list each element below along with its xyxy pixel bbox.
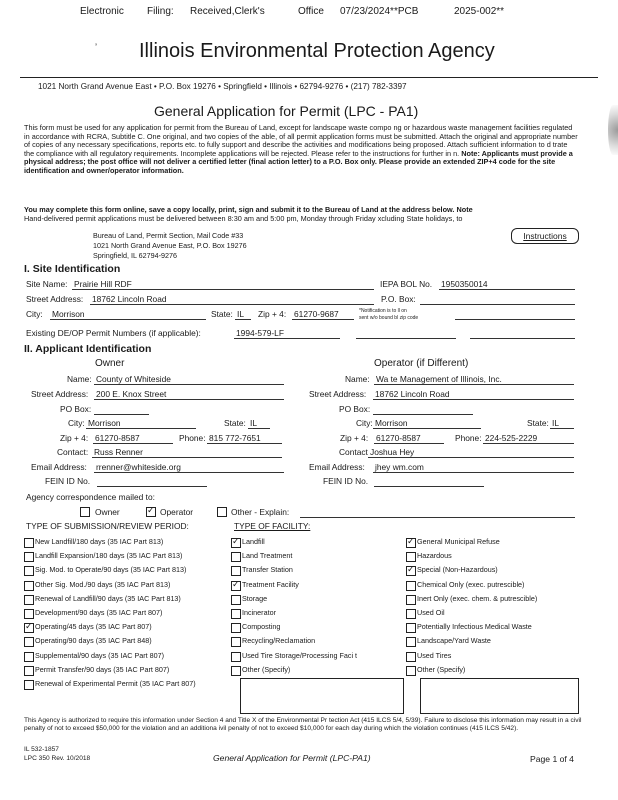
owner-contact-field[interactable]: Russ Renner [94, 447, 143, 457]
submission-type-checkbox[interactable] [24, 680, 34, 690]
owner-street-label: Street Address: [31, 389, 89, 399]
facility-type-label: Transfer Station [242, 565, 293, 575]
waste-type-checkbox[interactable] [406, 538, 416, 548]
waste-type-checkbox[interactable] [406, 666, 416, 676]
site-street-field[interactable]: 18762 Lincoln Road [92, 294, 167, 304]
operator-phone-label: Phone: [455, 433, 482, 443]
operator-column-header: Operator (if Different) [374, 358, 469, 369]
owner-city-label: City: [68, 418, 85, 428]
operator-email-label: Email Address: [309, 462, 365, 472]
facility-type-label: Used Tire Storage/Processing Faci t [242, 650, 358, 660]
stamp-label-office: Office [298, 6, 324, 17]
submission-type-label: Operating/45 days (35 IAC Part 807) [35, 622, 152, 632]
owner-name-field[interactable]: County of Whiteside [96, 374, 171, 384]
owner-name-label: Name: [67, 374, 92, 384]
operator-contact-label: Contact [339, 447, 368, 457]
site-zip-underline [292, 319, 354, 320]
operator-pobox-label: PO Box: [339, 404, 371, 414]
mail-line-3: Springfield, IL 62794-9276 [93, 251, 178, 260]
site-state-label: State: [211, 309, 233, 319]
intro-text: This form must be used for any application for permit from the Bureau of Land, except for landscape waste compo ng or hazardous waste management facilities regulated in accordance with RCRA, Subtitle C. One original, and two copies of the able, of all permit application forms must be submitted. Attach the original and appropriate number of copies of any necessary specifications, reports etc. to fully support and describe the activities and modifications being proposed. Attach sufficient information to d trate the compliance with all regulatory requirements. Incomplete applications will be rejected. Please refer to the instructions for further in n. [24, 124, 578, 158]
facility-type-checkbox[interactable] [231, 595, 241, 605]
owner-email-underline [94, 472, 284, 473]
operator-contact-underline [368, 457, 574, 458]
submission-type-checkbox[interactable] [24, 652, 34, 662]
waste-type-checkbox[interactable] [406, 566, 416, 576]
waste-type-label: Used Oil [417, 608, 445, 617]
stamp-label-received: Received,Clerk's [190, 6, 265, 17]
bol-underline [439, 289, 575, 290]
correspondence-other-label: Other - Explain: [231, 507, 290, 517]
facility-type-label: Incinerator [242, 608, 276, 617]
instructions-button-label: Instructions [523, 231, 567, 241]
owner-zip-field[interactable]: 61270-8587 [95, 433, 140, 443]
agency-address: 1021 North Grand Avenue East • P.O. Box 19276 • Springfield • Illinois • 62794-9276 • (217) 782-3397 [38, 82, 407, 91]
waste-other-specify-box[interactable] [420, 678, 579, 714]
site-street-underline [90, 304, 374, 305]
owner-street-field[interactable]: 200 E. Knox Street [96, 389, 167, 399]
operator-name-field[interactable]: Wa te Management of Illinois, Inc. [376, 374, 502, 384]
owner-name-underline [94, 384, 284, 385]
submission-type-label: Renewal of Experimental Permit (35 IAC Part 807) [35, 679, 196, 688]
site-name-underline [72, 289, 374, 290]
submission-type-checkbox[interactable] [24, 538, 34, 548]
header-rule [20, 77, 598, 78]
form-revision: LPC 350 Rev. 10/2018 [24, 755, 91, 762]
site-zip-field[interactable]: 61270-9687 [294, 309, 339, 319]
facility-type-label: Composting [242, 622, 281, 632]
submission-type-label: Renewal of Landfill/90 days (35 IAC Part 813) [35, 593, 181, 603]
operator-city-underline [373, 428, 481, 429]
facility-type-heading: TYPE OF FACILITY: [234, 521, 311, 531]
operator-name-label: Name: [345, 374, 370, 384]
stamp-date: 07/23/2024**PCB [340, 6, 419, 17]
facility-type-checkbox[interactable] [231, 538, 241, 548]
waste-type-checkbox[interactable] [406, 609, 416, 619]
site-street-label: Street Address: [26, 294, 84, 304]
deop-field-2[interactable] [356, 338, 456, 339]
scan-binding-shadow [608, 105, 618, 155]
legal-disclosure: This Agency is authorized to require this information under Section 4 and Title X of the Environmental Pr tection Act (415 ILCS 5/4, 5/39). Failure to disclose this information may result in a civil penalty of not to exceed $50,000 for the violation and an additiona ivil penalty of not to exceed $10,000 for each day during which the violation continues (415 ILCS 5/42). [24, 717, 582, 732]
facility-other-specify-box[interactable] [240, 678, 404, 714]
owner-city-underline [86, 428, 196, 429]
waste-type-label: Inert Only (exec. chem. & putrescible) [417, 593, 538, 603]
waste-type-checkbox[interactable] [406, 581, 416, 591]
operator-street-underline [373, 399, 574, 400]
owner-city-field[interactable]: Morrison [88, 418, 121, 428]
online-instructions: You may complete this form online, save a copy locally, print, sign and submit it to the Bureau of Land at the address below. Note [24, 205, 473, 214]
site-city-label: City: [26, 309, 43, 319]
footer-form-name: General Application for Permit (LPC-PA1) [213, 753, 371, 763]
deop-underline-1 [234, 338, 340, 339]
facility-type-checkbox[interactable] [231, 652, 241, 662]
site-state-underline [235, 319, 251, 320]
stamp-number: 2025-002** [454, 6, 505, 17]
owner-state-label: State: [224, 418, 246, 428]
owner-fein-label: FEIN ID No. [45, 476, 91, 486]
operator-zip-field[interactable]: 61270-8587 [376, 433, 421, 443]
stamp-label-electronic: Electronic [80, 6, 124, 17]
correspondence-other-checkbox[interactable] [217, 507, 227, 517]
facility-type-checkbox[interactable] [231, 609, 241, 619]
waste-type-label: Special (Non-Hazardous) [417, 565, 498, 575]
submission-type-label: Other Sig. Mod./90 days (35 IAC Part 813) [35, 579, 171, 589]
operator-fein-label: FEIN ID No. [323, 476, 369, 486]
operator-state-label: State: [527, 418, 549, 428]
submission-type-checkbox[interactable] [24, 552, 34, 562]
operator-street-field[interactable]: 18762 Lincoln Road [375, 389, 450, 399]
waste-type-checkbox[interactable] [406, 552, 416, 562]
operator-fein-field[interactable] [374, 486, 484, 487]
seal-mark-icon: ’ [95, 42, 97, 52]
owner-state-underline [248, 428, 270, 429]
waste-type-checkbox[interactable] [406, 637, 416, 647]
submission-type-label: New Landfill/180 days (35 IAC Part 813) [35, 537, 164, 546]
correspondence-operator-checkbox[interactable] [146, 507, 156, 517]
waste-type-label: Hazardous [417, 551, 452, 561]
facility-type-label: Storage [242, 593, 268, 603]
facility-type-checkbox[interactable] [231, 581, 241, 591]
submission-type-label: Development/90 days (35 IAC Part 807) [35, 608, 163, 617]
facility-type-checkbox[interactable] [231, 623, 241, 633]
hand-delivery-note: Hand-delivered permit applications must be delivered between 8:30 am and 5:00 pm, Monday through Friday xcluding State holidays, to [24, 214, 463, 223]
operator-phone-field[interactable]: 224-525-2229 [485, 433, 538, 443]
owner-phone-field[interactable]: 815 772-7651 [209, 433, 261, 443]
agency-title: Illinois Environmental Protection Agency [139, 40, 495, 62]
site-pobox-field[interactable] [420, 304, 575, 305]
instructions-button[interactable] [511, 228, 579, 244]
operator-pobox-field[interactable] [373, 414, 473, 415]
waste-type-label: Used Tires [417, 650, 452, 660]
owner-email-label: Email Address: [31, 462, 87, 472]
correspondence-other-field[interactable] [300, 517, 575, 518]
facility-type-checkbox[interactable] [231, 637, 241, 647]
site-section-heading: I. Site Identification [24, 263, 121, 275]
correspondence-operator-label: Operator [160, 507, 194, 517]
owner-phone-underline [207, 443, 282, 444]
zip-note-line-2: sent w/o bound bl zip code [359, 315, 419, 321]
applicant-section-heading: II. Applicant Identification [24, 343, 152, 355]
operator-street-label: Street Address: [309, 389, 367, 399]
submission-type-checkbox[interactable] [24, 666, 34, 676]
submission-type-label: Sig. Mod. to Operate/90 days (35 IAC Part 813) [35, 565, 187, 575]
form-title: General Application for Permit (LPC - PA1) [154, 103, 419, 119]
waste-type-label: Other (Specify) [417, 664, 466, 674]
operator-state-underline [550, 428, 574, 429]
submission-type-label: Supplemental/90 days (35 IAC Part 807) [35, 650, 165, 660]
facility-type-label: Land Treatment [242, 551, 293, 561]
deop-label: Existing DE/OP Permit Numbers (if applicable): [26, 328, 201, 338]
waste-type-label: Potentially Infectious Medical Waste [417, 622, 532, 632]
owner-email-field[interactable]: rrenner@whiteside.org [96, 462, 181, 472]
owner-zip-label: Zip + 4: [60, 433, 89, 443]
mail-line-2: 1021 North Grand Avenue East, P.O. Box 19276 [93, 241, 247, 250]
mail-line-1: Bureau of Land, Permit Section, Mail Code #33 [93, 231, 244, 240]
site-zip-label: Zip + 4: [258, 309, 287, 319]
facility-type-checkbox[interactable] [231, 552, 241, 562]
operator-state-field[interactable]: IL [552, 418, 559, 428]
operator-phone-underline [483, 443, 574, 444]
submission-type-checkbox[interactable] [24, 581, 34, 591]
owner-contact-underline [92, 457, 282, 458]
zip-note-line-1: *Notification is to ll on [359, 308, 407, 314]
waste-type-label: General Municipal Refuse [417, 537, 500, 546]
owner-street-underline [94, 399, 284, 400]
owner-zip-underline [93, 443, 173, 444]
operator-city-label: City: [356, 418, 373, 428]
operator-zip-label: Zip + 4: [340, 433, 369, 443]
correspondence-owner-label: Owner [95, 507, 120, 517]
facility-type-label: Recycling/Reclamation [242, 636, 316, 646]
submission-type-checkbox[interactable] [24, 595, 34, 605]
submission-type-label: Operating/90 days (35 IAC Part 848) [35, 636, 152, 646]
site-pobox-label: P.O. Box: [381, 294, 416, 304]
operator-city-field[interactable]: Morrison [375, 418, 408, 428]
deop-field[interactable]: 1994-579-LF [236, 328, 284, 338]
site-city-underline [50, 319, 206, 320]
site-city-field[interactable]: Morrison [52, 309, 85, 319]
correspondence-label: Agency correspondence mailed to: [26, 492, 155, 502]
submission-type-checkbox[interactable] [24, 566, 34, 576]
bol-label: IEPA BOL No. [380, 279, 433, 289]
facility-type-checkbox[interactable] [231, 566, 241, 576]
operator-contact-field[interactable]: Joshua Hey [370, 447, 415, 457]
submission-type-checkbox[interactable] [24, 623, 34, 633]
owner-column-header: Owner [95, 358, 125, 369]
operator-email-field[interactable]: jhey wm.com [375, 462, 424, 472]
owner-phone-label: Phone: [179, 433, 206, 443]
operator-email-underline [373, 472, 574, 473]
correspondence-owner-checkbox[interactable] [80, 507, 90, 517]
submission-type-checkbox[interactable] [24, 637, 34, 647]
owner-pobox-label: PO Box: [60, 404, 92, 414]
submission-type-heading: TYPE OF SUBMISSION/REVIEW PERIOD: [26, 521, 189, 531]
intro-paragraph [24, 124, 579, 176]
submission-type-checkbox[interactable] [24, 609, 34, 619]
waste-type-label: Landscape/Yard Waste [417, 636, 491, 646]
waste-type-checkbox[interactable] [406, 595, 416, 605]
form-id: IL 532-1857 [24, 746, 59, 753]
owner-state-field[interactable]: IL [250, 418, 257, 428]
submission-type-label: Landfill Expansion/180 days (35 IAC Part 813) [35, 551, 183, 561]
site-name-field[interactable]: Prairie Hill RDF [74, 279, 132, 289]
owner-contact-label: Contact: [57, 447, 89, 457]
facility-type-label: Treatment Facility [242, 579, 299, 589]
facility-type-label: Other (Specify) [242, 664, 291, 674]
facility-type-checkbox[interactable] [231, 666, 241, 676]
deop-field-3[interactable] [470, 338, 575, 339]
stamp-label-filing: Filing: [147, 6, 174, 17]
operator-zip-underline [374, 443, 444, 444]
owner-pobox-field[interactable] [94, 414, 149, 415]
facility-type-label: Landfill [242, 537, 265, 546]
site-state-field[interactable]: IL [237, 309, 244, 319]
waste-type-label: Chemical Only (exec. putrescible) [417, 579, 525, 589]
bol-field[interactable]: 1950350014 [441, 279, 488, 289]
zip-note-underline [455, 319, 575, 320]
waste-type-checkbox[interactable] [406, 623, 416, 633]
site-name-label: Site Name: [26, 279, 68, 289]
submission-type-label: Permit Transfer/90 days (35 IAC Part 807) [35, 664, 170, 674]
intro-note: Note: Applicants must provide a physical address; the post office will not deliver a certified letter (final action letter) to a P.O. Box only. Please provide an extended ZIP+4 code for the site identification and owner/operator information. [24, 148, 573, 175]
owner-fein-field[interactable] [97, 486, 207, 487]
page-number: Page 1 of 4 [530, 754, 574, 764]
operator-name-underline [374, 384, 574, 385]
waste-type-checkbox[interactable] [406, 652, 416, 662]
